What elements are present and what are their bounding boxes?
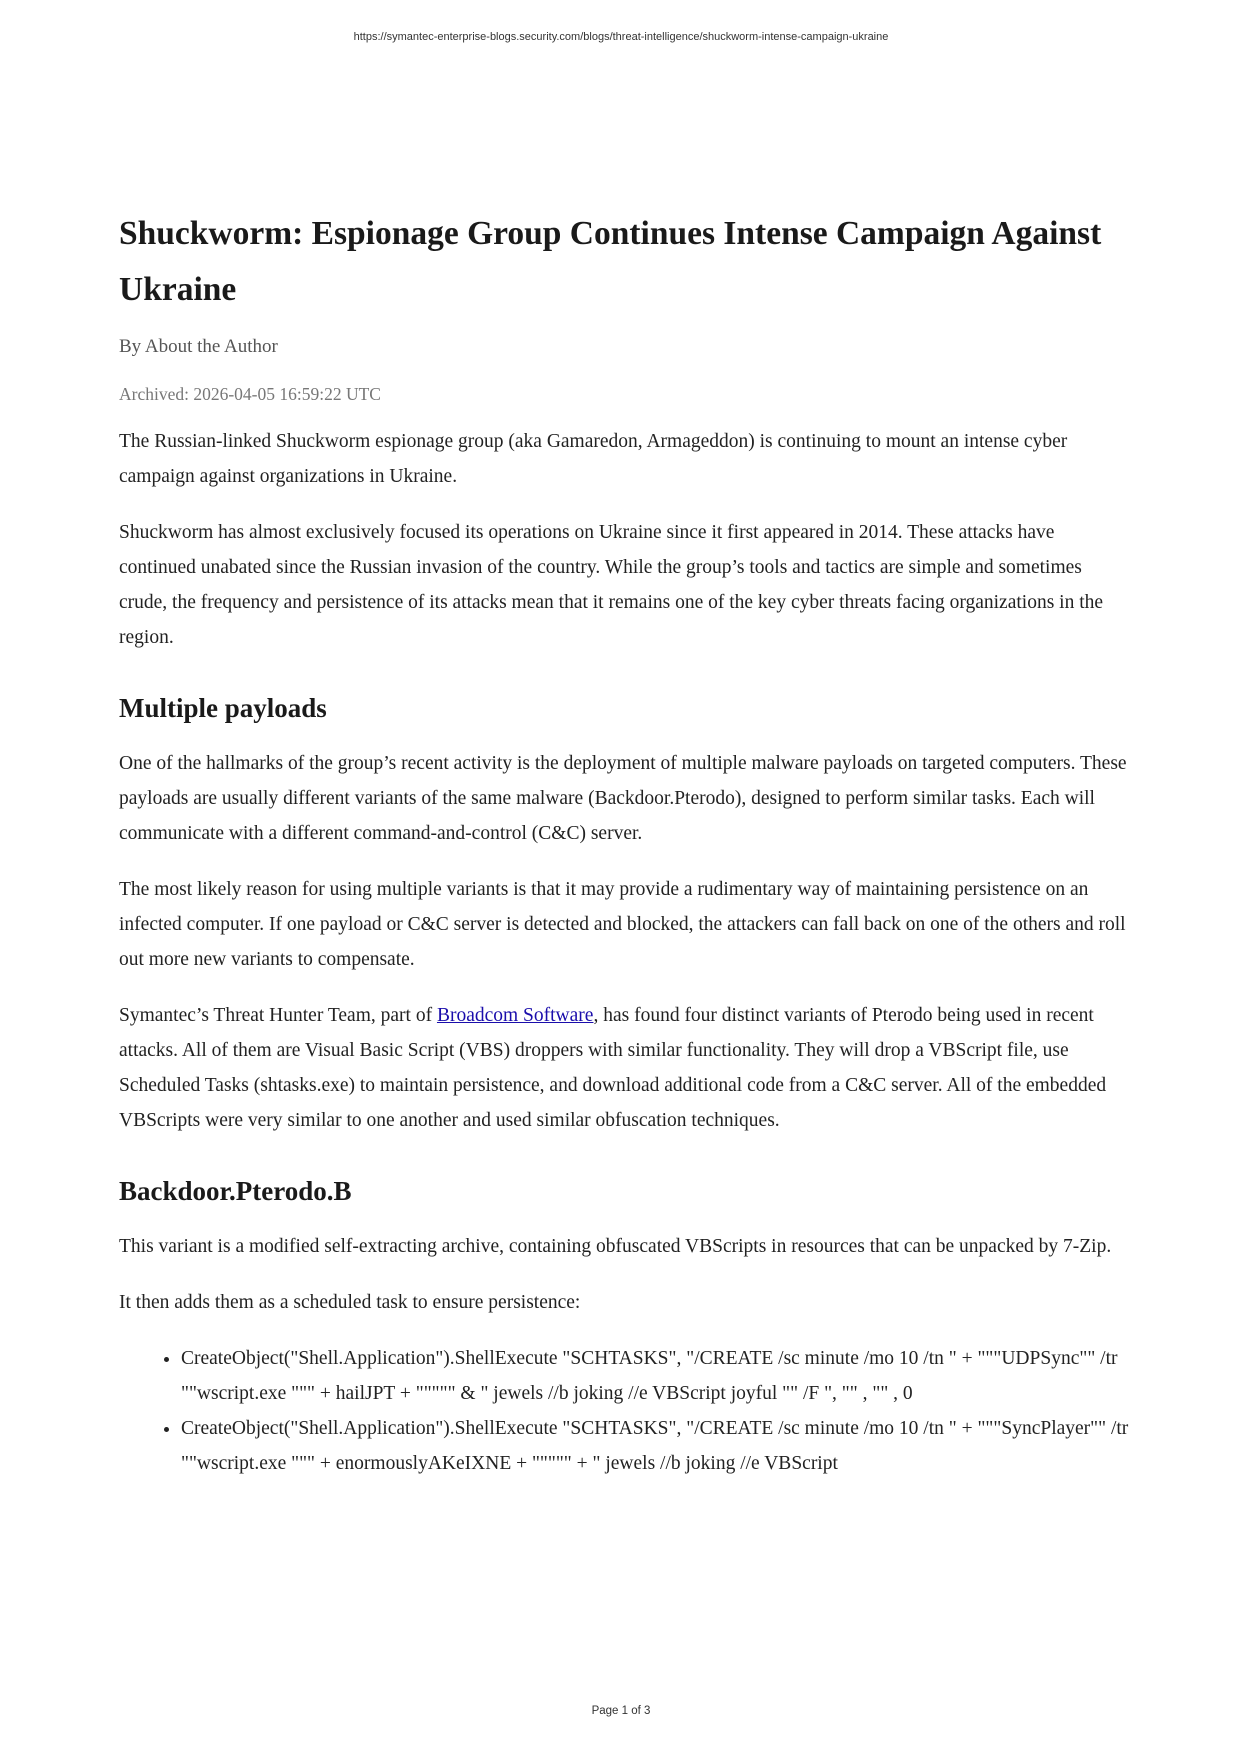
article-title: Shuckworm: Espionage Group Continues Intense Campaign Against Ukraine bbox=[119, 215, 1102, 308]
code-bullet-item: • CreateObject("Shell.Application").ShellExecute "SCHTASKS", "/CREATE /sc minute /mo 10 /tn " + """SyncPlayer"" /tr ""wscript.exe """ + enormouslyAKeIXNE + """"" + " jewels //b joking //e VBScript bbox=[181, 1411, 1129, 1481]
payloads-paragraph-3 bbox=[119, 998, 1129, 1138]
page-url-header: https://symantec-enterprise-blogs.security.com/blogs/threat-intelligence/shuckworm-intense-campaign-ukraine bbox=[353, 31, 889, 43]
payloads-paragraph-2: The most likely reason for using multiple variants is that it may provide a rudimentary way of maintaining persistence on an infected computer. If one payload or C&C server is detected and blocked, the attackers can fall back on one of the others and roll out more new variants to compensate. bbox=[119, 879, 1126, 970]
page-number-footer: Page 1 of 3 bbox=[591, 1705, 651, 1717]
intro-paragraph-1: The Russian-linked Shuckworm espionage group (aka Gamaredon, Armageddon) is continuing to mount an intense cyber campaign against organizations in Ukraine. bbox=[119, 431, 1068, 487]
intro-paragraph-2: Shuckworm has almost exclusively focused its operations on Ukraine since it first appeared in 2014. These attacks have continued unabated since the Russian invasion of the country. While the group’s tools and tactics are simple and sometimes crude, the frequency and persistence of its attacks mean that it remains one of the key cyber threats facing organizations in the region. bbox=[119, 522, 1104, 648]
code-bullet-item: • CreateObject("Shell.Application").ShellExecute "SCHTASKS", "/CREATE /sc minute /mo 10 /tn " + """UDPSync"" /tr ""wscript.exe """ + hailJPT + """"" & " jewels //b joking //e VBScript joyful "" /F ", "" , "" , 0 bbox=[181, 1341, 1129, 1411]
pterodo-b-paragraph-1: This variant is a modified self-extracting archive, containing obfuscated VBScripts in resources that can be unpacked by 7-Zip. bbox=[119, 1236, 1112, 1257]
broadcom-software-link[interactable]: Broadcom Software bbox=[436, 1005, 594, 1026]
article-byline: By About the Author bbox=[119, 336, 278, 357]
payloads-paragraph-3-end: , has found four distinct variants of Pterodo being used in recent attacks. All of them are Visual Basic Script (VBS) droppers with similar functionality. They will drop a VBScript file, use Scheduled Tasks (shtasks.exe) to maintain persistence, and download additional code from a C&C server. All of the embedded VBScripts were very similar to one another and used similar obfuscation techniques. bbox=[119, 1005, 1107, 1131]
article-content bbox=[119, 206, 1129, 1481]
pterodo-b-paragraph-2: It then adds them as a scheduled task to ensure persistence: bbox=[119, 1292, 581, 1313]
archived-timestamp: Archived: 2026-04-05 16:59:22 UTC bbox=[119, 384, 381, 404]
payloads-paragraph-1: One of the hallmarks of the group’s recent activity is the deployment of multiple malware payloads on targeted computers. These payloads are usually different variants of the same malware (Backdoor.Pterodo), designed to perform similar tasks. Each will communicate with a different command-and-control (C&C) server. bbox=[119, 753, 1127, 844]
payloads-paragraph-3-start: Symantec’s Threat Hunter Team, part of bbox=[119, 1005, 437, 1026]
code-bullet-list bbox=[119, 1341, 1129, 1481]
section-heading-multiple-payloads: Multiple payloads bbox=[119, 693, 327, 723]
section-heading-pterodo-b: Backdoor.Pterodo.B bbox=[119, 1176, 352, 1206]
